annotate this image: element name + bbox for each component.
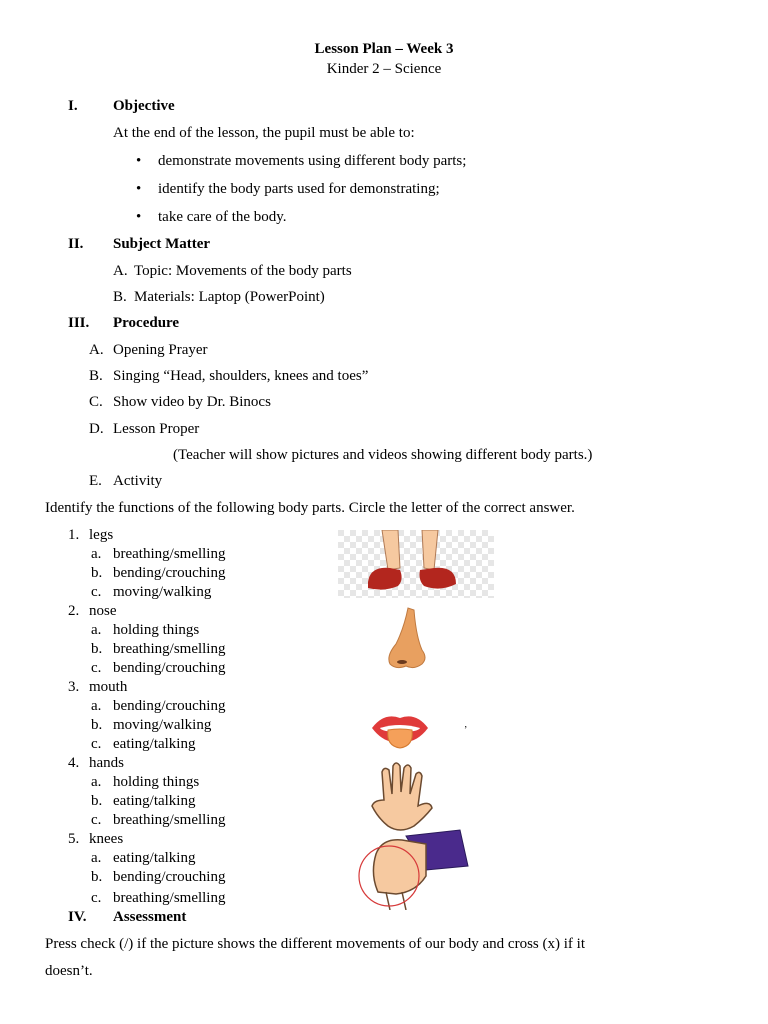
list-marker: D. (89, 421, 104, 437)
mouth-picture (370, 710, 430, 750)
option-text: bending/crouching (113, 565, 226, 581)
stray-mark: ’ (464, 725, 468, 736)
section-heading-objective: Objective (113, 98, 175, 114)
question-part: nose (89, 603, 117, 619)
question-number: 1. (68, 527, 80, 543)
option-letter: c. (91, 660, 102, 676)
section-heading-procedure: Procedure (113, 315, 180, 331)
question-number: 2. (68, 603, 80, 619)
section-heading-subject-matter: Subject Matter (113, 236, 211, 252)
option-letter: b. (91, 717, 103, 733)
option-text: breathing/smelling (113, 890, 226, 906)
section-number: I. (68, 98, 78, 114)
procedure-item: Show video by Dr. Binocs (113, 394, 271, 410)
option-letter: c. (91, 736, 102, 752)
question-part: mouth (89, 679, 128, 695)
procedure-item: Lesson Proper (113, 421, 200, 437)
hand-picture (370, 760, 434, 834)
section-heading-assessment: Assessment (113, 909, 187, 925)
option-text: breathing/smelling (113, 641, 226, 657)
option-text: breathing/smelling (113, 546, 226, 562)
option-text: moving/walking (113, 584, 212, 600)
question-part: legs (89, 527, 114, 543)
option-text: holding things (113, 774, 200, 790)
option-letter: c. (91, 890, 102, 906)
question-part: knees (89, 831, 124, 847)
legs-picture (338, 530, 494, 598)
list-marker: A. (113, 263, 128, 279)
option-letter: a. (91, 774, 102, 790)
section-number: II. (68, 236, 84, 252)
option-letter: a. (91, 698, 102, 714)
option-letter: a. (91, 622, 102, 638)
procedure-item: Activity (113, 473, 163, 489)
option-letter: b. (91, 869, 103, 885)
option-letter: c. (91, 812, 102, 828)
section-number: III. (68, 315, 90, 331)
activity-instruction: Identify the functions of the following body parts. Circle the letter of the correct answer. (45, 500, 575, 516)
nose-picture (384, 606, 430, 670)
question-part: hands (89, 755, 124, 771)
list-marker: B. (89, 368, 103, 384)
question-number: 4. (68, 755, 80, 771)
option-letter: b. (91, 793, 103, 809)
option-letter: a. (91, 850, 102, 866)
option-text: eating/talking (113, 793, 196, 809)
option-text: moving/walking (113, 717, 212, 733)
list-marker: B. (113, 289, 127, 305)
objective-bullet: • demonstrate movements using different body parts; (158, 152, 466, 170)
procedure-item: Singing “Head, shoulders, knees and toes” (113, 368, 369, 384)
option-text: bending/crouching (113, 660, 226, 676)
list-marker: A. (89, 342, 104, 358)
option-letter: b. (91, 565, 103, 581)
option-text: holding things (113, 622, 200, 638)
objective-bullet: • take care of the body. (158, 208, 287, 226)
option-letter: c. (91, 584, 102, 600)
question-number: 3. (68, 679, 80, 695)
list-marker: E. (89, 473, 102, 489)
objective-intro: At the end of the lesson, the pupil must be able to: (113, 125, 415, 141)
subject-item: Topic: Movements of the body parts (134, 263, 352, 279)
option-letter: a. (91, 546, 102, 562)
option-text: bending/crouching (113, 869, 226, 885)
option-text: bending/crouching (113, 698, 226, 714)
objective-bullet: • identify the body parts used for demonstrating; (158, 180, 440, 198)
procedure-item: Opening Prayer (113, 342, 208, 358)
assessment-instruction-cont: doesn’t. (45, 963, 93, 979)
list-marker: C. (89, 394, 103, 410)
option-text: eating/talking (113, 736, 196, 752)
question-number: 5. (68, 831, 80, 847)
option-text: eating/talking (113, 850, 196, 866)
knees-picture (356, 826, 474, 910)
subject-item: Materials: Laptop (PowerPoint) (134, 289, 325, 305)
page-title: Lesson Plan – Week 3 (314, 41, 454, 57)
option-letter: b. (91, 641, 103, 657)
assessment-instruction: Press check (/) if the picture shows the different movements of our body and cross (x) if it (45, 936, 585, 952)
section-number: IV. (68, 909, 87, 925)
procedure-note: (Teacher will show pictures and videos showing different body parts.) (173, 447, 593, 463)
page-subtitle: Kinder 2 – Science (326, 61, 442, 77)
option-text: breathing/smelling (113, 812, 226, 828)
